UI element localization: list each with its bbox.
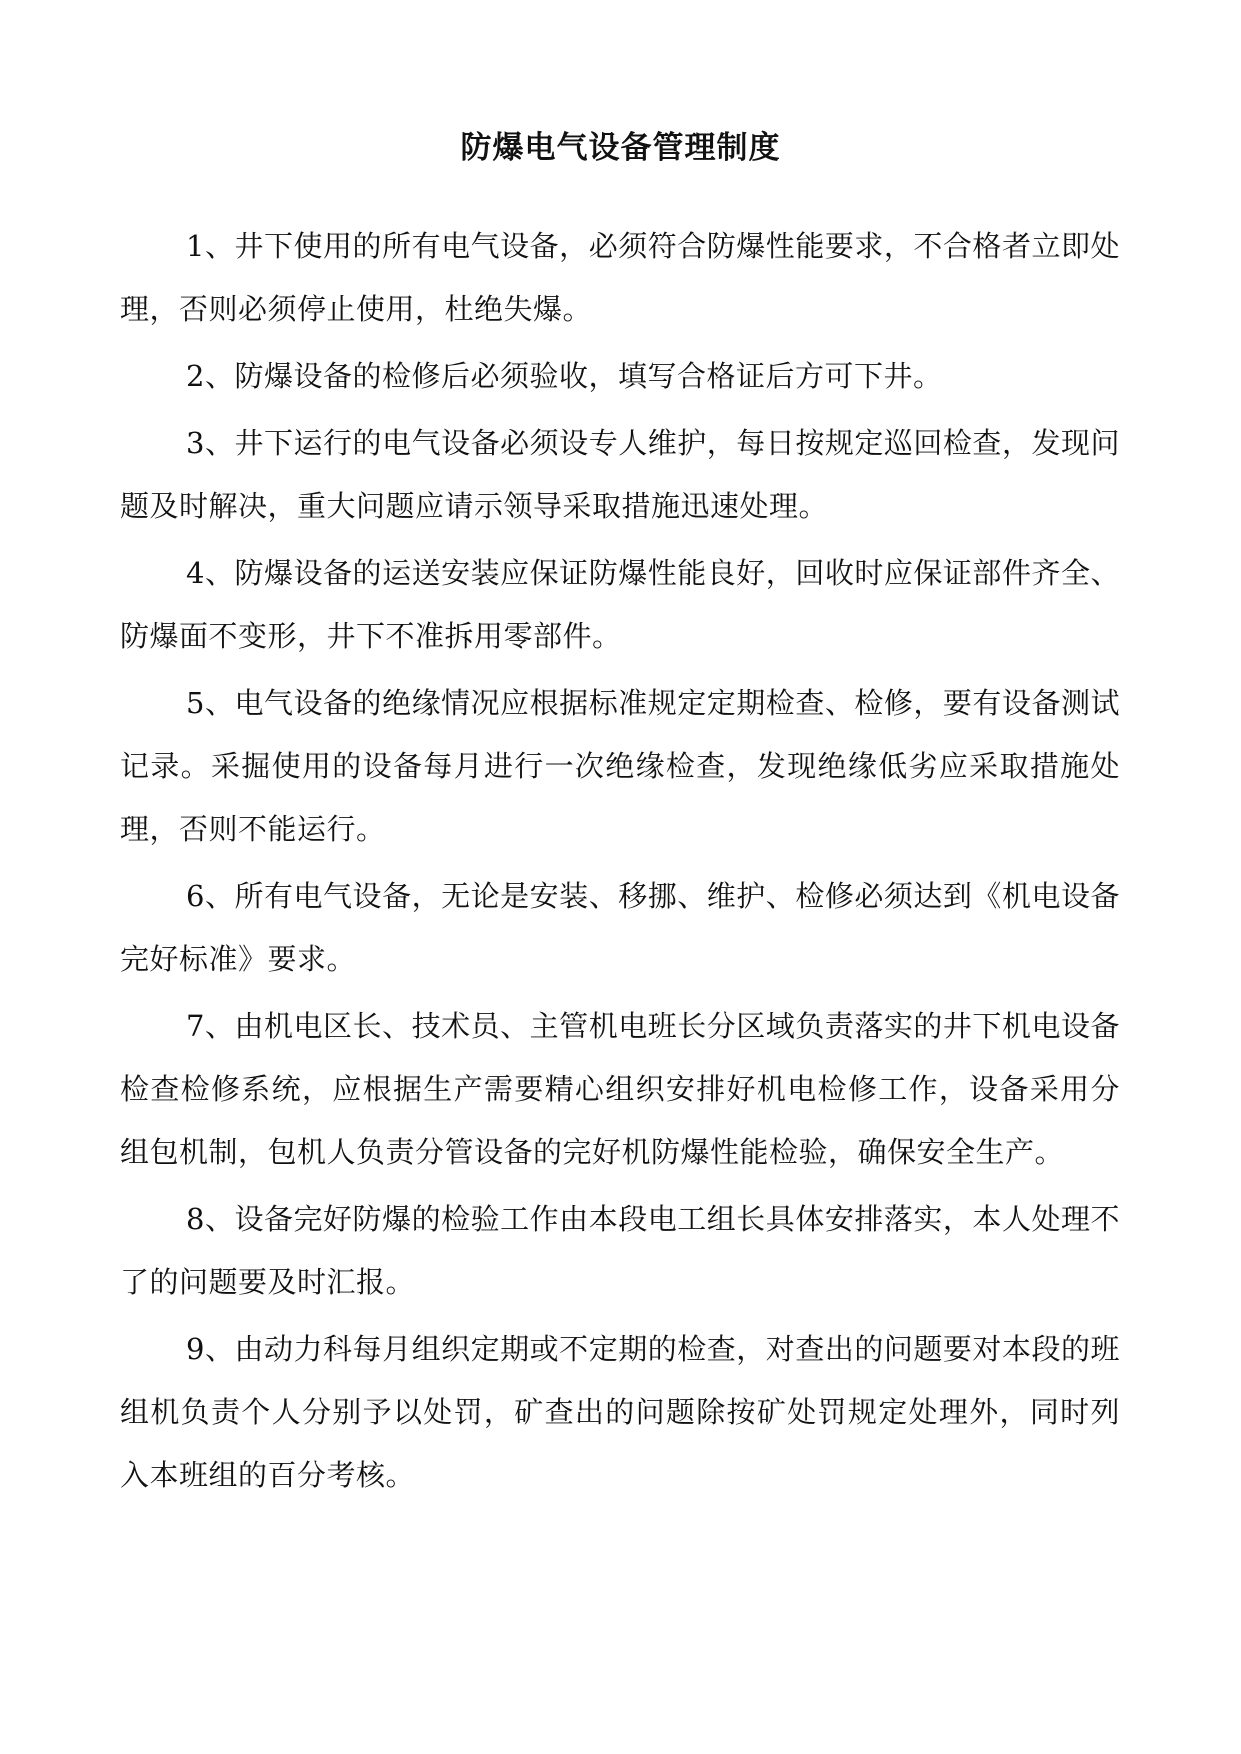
- document-title: 防爆电气设备管理制度: [460, 130, 781, 166]
- paragraph-5: 5、电气设备的绝缘情况应根据标准规定定期检查、检修，要有设备测试记录。采掘使用的设备每月进行一次绝缘检查，发现绝缘低劣应采取措施处理，否则不能运行。: [120, 686, 1120, 846]
- paragraph-9: 9、由动力科每月组织定期或不定期的检查，对查出的问题要对本段的班组机负责个人分别予以处罚，矿查出的问题除按矿处罚规定处理外，同时列入本班组的百分考核。: [120, 1332, 1120, 1492]
- paragraph-8: 8、设备完好防爆的检验工作由本段电工组长具体安排落实，本人处理不了的问题要及时汇报。: [120, 1202, 1120, 1299]
- paragraph-1: 1、井下使用的所有电气设备，必须符合防爆性能要求，不合格者立即处理，否则必须停止使用，杜绝失爆。: [120, 229, 1120, 326]
- paragraph-7: 7、由机电区长、技术员、主管机电班长分区域负责落实的井下机电设备检查检修系统，应根据生产需要精心组织安排好机电检修工作，设备采用分组包机制，包机人负责分管设备的完好机防爆性能检验，确保安全生产。: [120, 1009, 1120, 1169]
- paragraph-4: 4、防爆设备的运送安装应保证防爆性能良好，回收时应保证部件齐全、防爆面不变形，井下不准拆用零部件。: [120, 556, 1120, 653]
- paragraph-6: 6、所有电气设备，无论是安装、移挪、维护、检修必须达到《机电设备完好标准》要求。: [120, 879, 1120, 976]
- paragraph-2: 2、防爆设备的检修后必须验收，填写合格证后方可下井。: [186, 359, 943, 393]
- document-body: [120, 215, 1120, 1511]
- paragraph-3: 3、井下运行的电气设备必须设专人维护，每日按规定巡回检查，发现问题及时解决，重大问题应请示领导采取措施迅速处理。: [120, 426, 1120, 523]
